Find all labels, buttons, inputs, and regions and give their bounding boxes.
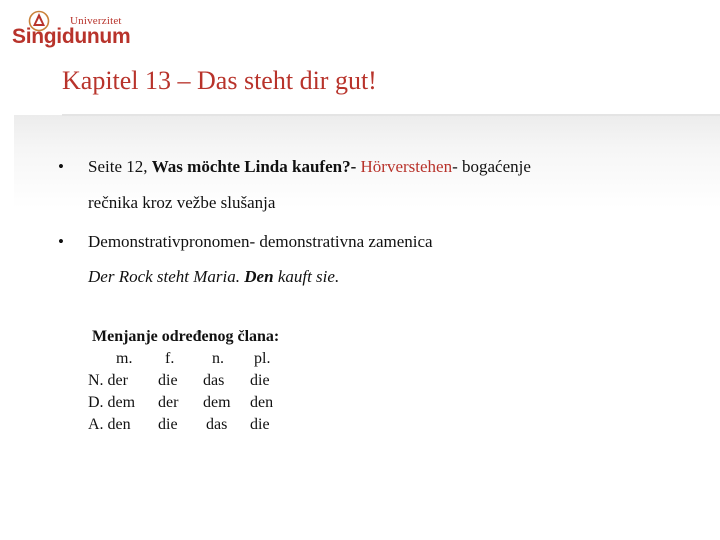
table-row: [86, 414, 279, 436]
header-cell: n.: [212, 350, 224, 367]
table-cell: den: [250, 394, 274, 411]
table-cell: das: [203, 372, 225, 389]
title-divider: [62, 114, 720, 116]
bullet-2-example: [88, 266, 339, 288]
table-row: [86, 370, 279, 392]
table-cell: dem: [203, 394, 231, 411]
table-cell: A. den: [88, 416, 131, 433]
example-part-1: Der Rock steht Maria.: [88, 267, 245, 286]
table-cell: N. der: [88, 372, 128, 389]
header-cell: f.: [165, 350, 175, 367]
bullet-1-part-2: Was möchte Linda kaufen?-: [151, 157, 361, 176]
article-table: [86, 326, 279, 436]
bullet-1-part-4: - bogaćenje: [452, 157, 531, 176]
header-cell: pl.: [254, 350, 271, 367]
table-cell: die: [250, 372, 270, 389]
header-cell: m.: [116, 350, 133, 367]
article-table-heading: Menjanje određenog člana:: [92, 328, 280, 345]
bullet-2-line-1: Demonstrativpronomen- demonstrativna zamenica: [88, 232, 433, 251]
bullet-1-line-1: [88, 156, 531, 178]
bullet-1-part-3: Hörverstehen: [360, 157, 453, 176]
example-part-3: kauft sie.: [273, 267, 340, 286]
table-cell: der: [158, 394, 179, 411]
table-cell: die: [250, 416, 270, 433]
table-cell: D. dem: [88, 394, 136, 411]
bullet-marker-1: •: [58, 157, 64, 176]
logo-main-text: Singidunum: [12, 25, 131, 48]
bullet-marker-2: •: [58, 232, 64, 251]
article-table-header-row: [86, 348, 279, 370]
table-row: [86, 392, 279, 414]
university-logo: [12, 10, 131, 48]
table-cell: die: [158, 416, 178, 433]
bullet-1-part-1: Seite 12,: [88, 157, 152, 176]
example-part-2: Den: [244, 267, 274, 286]
table-cell: die: [158, 372, 178, 389]
table-cell: das: [206, 416, 228, 433]
logo-small-text: Univerzitet: [70, 15, 122, 27]
slide-title: Kapitel 13 – Das steht dir gut!: [62, 66, 377, 95]
bullet-1-line-2: rečnika kroz vežbe slušanja: [88, 193, 276, 212]
